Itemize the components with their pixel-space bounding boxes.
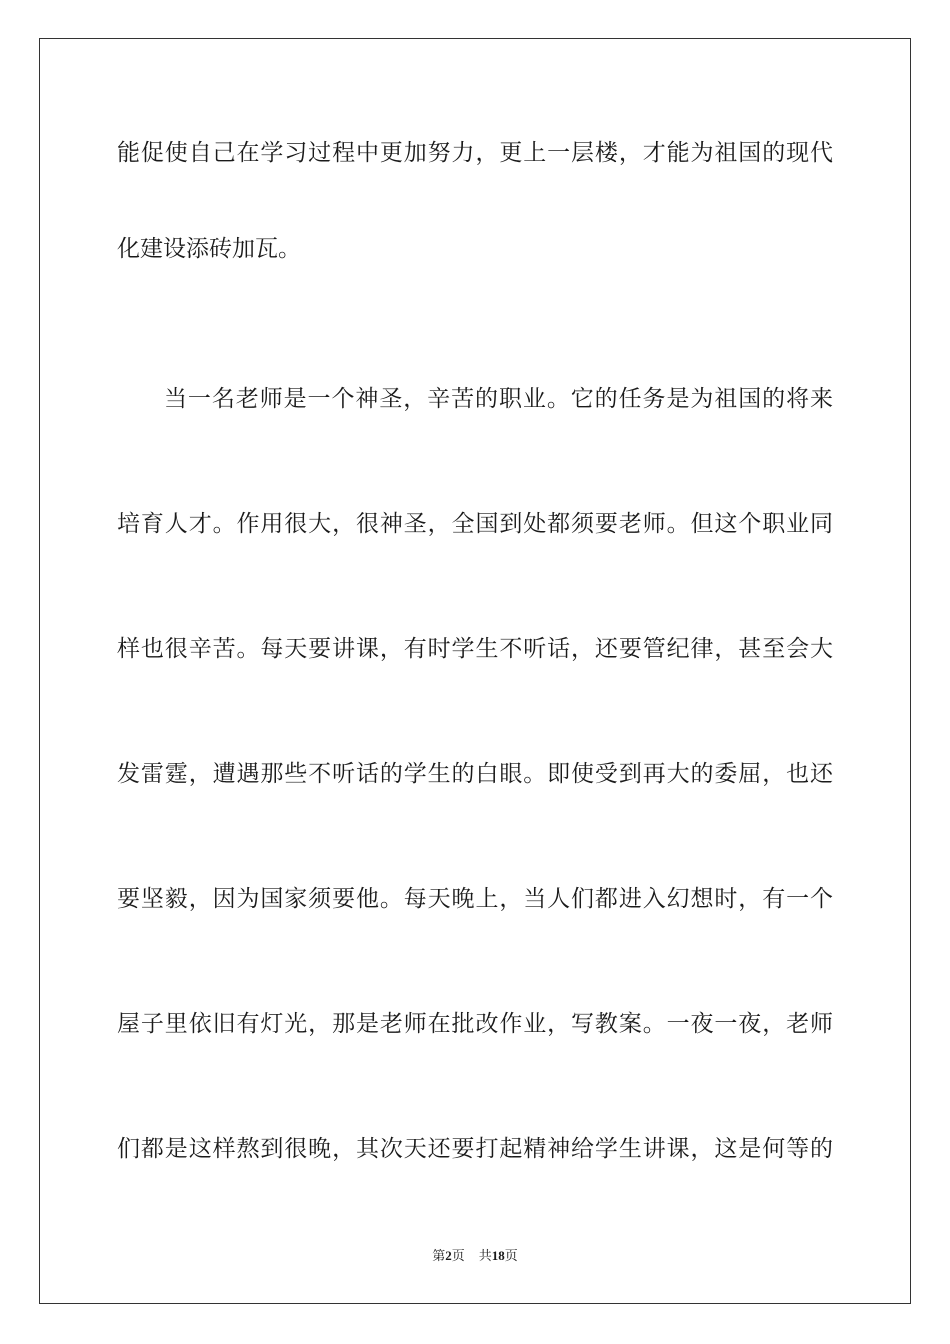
page-footer	[0, 1247, 950, 1266]
body-line-6: 发雷霆，遭遇那些不听话的学生的白眼。即使受到再大的委屈，也还	[117, 761, 833, 787]
total-pages: 18	[491, 1248, 505, 1263]
page-prefix: 第	[432, 1249, 446, 1264]
body-line-9: 们都是这样熬到很晚，其次天还要打起精神给学生讲课，这是何等的	[117, 1136, 833, 1162]
total-suffix: 页	[504, 1249, 518, 1264]
body-line-3: 当一名老师是一个神圣，辛苦的职业。它的任务是为祖国的将来	[164, 386, 833, 412]
body-line-8: 屋子里依旧有灯光，那是老师在批改作业，写教案。一夜一夜，老师	[117, 1011, 833, 1037]
body-line-7: 要坚毅，因为国家须要他。每天晚上，当人们都进入幻想时，有一个	[117, 886, 833, 912]
page-border	[39, 38, 911, 1304]
body-line-4: 培育人才。作用很大，很神圣，全国到处都须要老师。但这个职业同	[117, 511, 833, 537]
body-line-2: 化建设添砖加瓦。	[117, 236, 301, 262]
page-number: 2	[445, 1248, 452, 1263]
body-line-1: 能促使自己在学习过程中更加努力，更上一层楼，才能为祖国的现代	[117, 140, 833, 166]
total-prefix: 共	[478, 1249, 492, 1264]
page-suffix: 页	[451, 1249, 465, 1264]
body-line-5: 样也很辛苦。每天要讲课，有时学生不听话，还要管纪律，甚至会大	[117, 636, 833, 662]
